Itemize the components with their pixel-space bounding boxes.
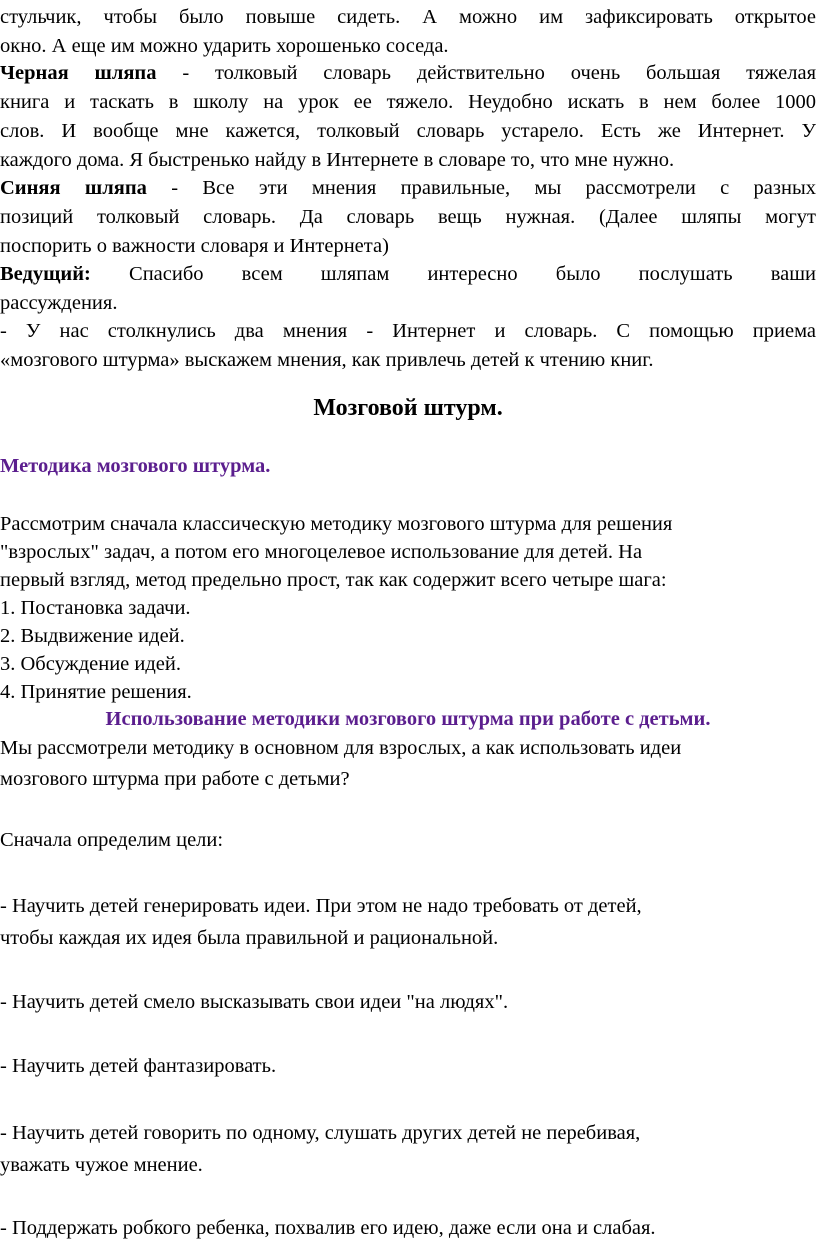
goal-item: - Научить детей фантазировать.	[0, 1055, 277, 1077]
text-span: - Все эти мнения правильные, мы рассмотрели с разных	[146, 177, 816, 199]
text-line: - У нас столкнулись два мнения - Интернет и словарь. С помощью приема	[0, 320, 816, 342]
step-item: 1. Постановка задачи.	[0, 597, 191, 619]
page-title: Мозговой штурм.	[313, 395, 503, 421]
blue-hat-label: Синяя шляпа	[0, 177, 147, 199]
children-heading: Использование методики мозгового штурма при работе с детьми.	[105, 708, 711, 730]
text-line: книга и таскать в школу на урок ее тяжело. Неудобно искать в нем более 1000	[0, 91, 816, 113]
text-span: - толковый словарь действительно очень большая тяжелая	[156, 62, 816, 84]
goal-item-continued: уважать чужое мнение.	[0, 1154, 203, 1176]
step-item: 4. Принятие решения.	[0, 681, 192, 703]
goal-item-continued: чтобы каждая их идея была правильной и рациональной.	[0, 927, 499, 949]
text-line: мозгового штурма при работе с детьми?	[0, 768, 350, 790]
goal-item: - Поддержать робкого ребенка, похвалив его идею, даже если она и слабая.	[0, 1217, 656, 1239]
goal-item: - Научить детей смело высказывать свои идеи "на людях".	[0, 991, 509, 1013]
text-line: слов. И вообще мне кажется, толковый словарь устарело. Есть же Интернет. У	[0, 120, 816, 142]
text-line: рассуждения.	[0, 292, 118, 314]
host-label: Ведущий:	[0, 263, 91, 285]
goals-intro: Сначала определим цели:	[0, 829, 224, 851]
goal-item: - Научить детей говорить по одному, слушать других детей не перебивая,	[0, 1122, 641, 1144]
text-line: поспорить о важности словаря и Интернета)	[0, 235, 389, 257]
text-line: каждого дома. Я быстренько найду в Интернете в словаре то, что мне нужно.	[0, 149, 675, 171]
text-line: стульчик, чтобы было повыше сидеть. А можно им зафиксировать открытое	[0, 6, 816, 28]
black-hat-label: Черная шляпа	[0, 62, 157, 84]
text-line: окно. А еще им можно ударить хорошенько соседа.	[0, 35, 449, 57]
text-line: "взрослых" задач, а потом его многоцелевое использование для детей. На	[0, 541, 643, 563]
text-line: первый взгляд, метод предельно прост, так как содержит всего четыре шага:	[0, 569, 667, 591]
blue-hat-paragraph	[0, 174, 816, 203]
step-item: 2. Выдвижение идей.	[0, 625, 185, 647]
host-paragraph	[0, 260, 816, 289]
black-hat-paragraph	[0, 59, 816, 88]
goal-item: - Научить детей генерировать идеи. При этом не надо требовать от детей,	[0, 895, 642, 917]
text-span: Спасибо всем шляпам интересно было послушать ваши	[90, 263, 816, 285]
text-line: позиций толковый словарь. Да словарь вещь нужная. (Далее шляпы могут	[0, 206, 816, 228]
text-line: Рассмотрим сначала классическую методику мозгового штурма для решения	[0, 513, 673, 535]
step-item: 3. Обсуждение идей.	[0, 653, 181, 675]
method-heading: Методика мозгового штурма.	[0, 455, 271, 477]
text-line: «мозгового штурма» выскажем мнения, как привлечь детей к чтению книг.	[0, 349, 654, 371]
text-line: Мы рассмотрели методику в основном для взрослых, а как использовать идеи	[0, 737, 682, 759]
